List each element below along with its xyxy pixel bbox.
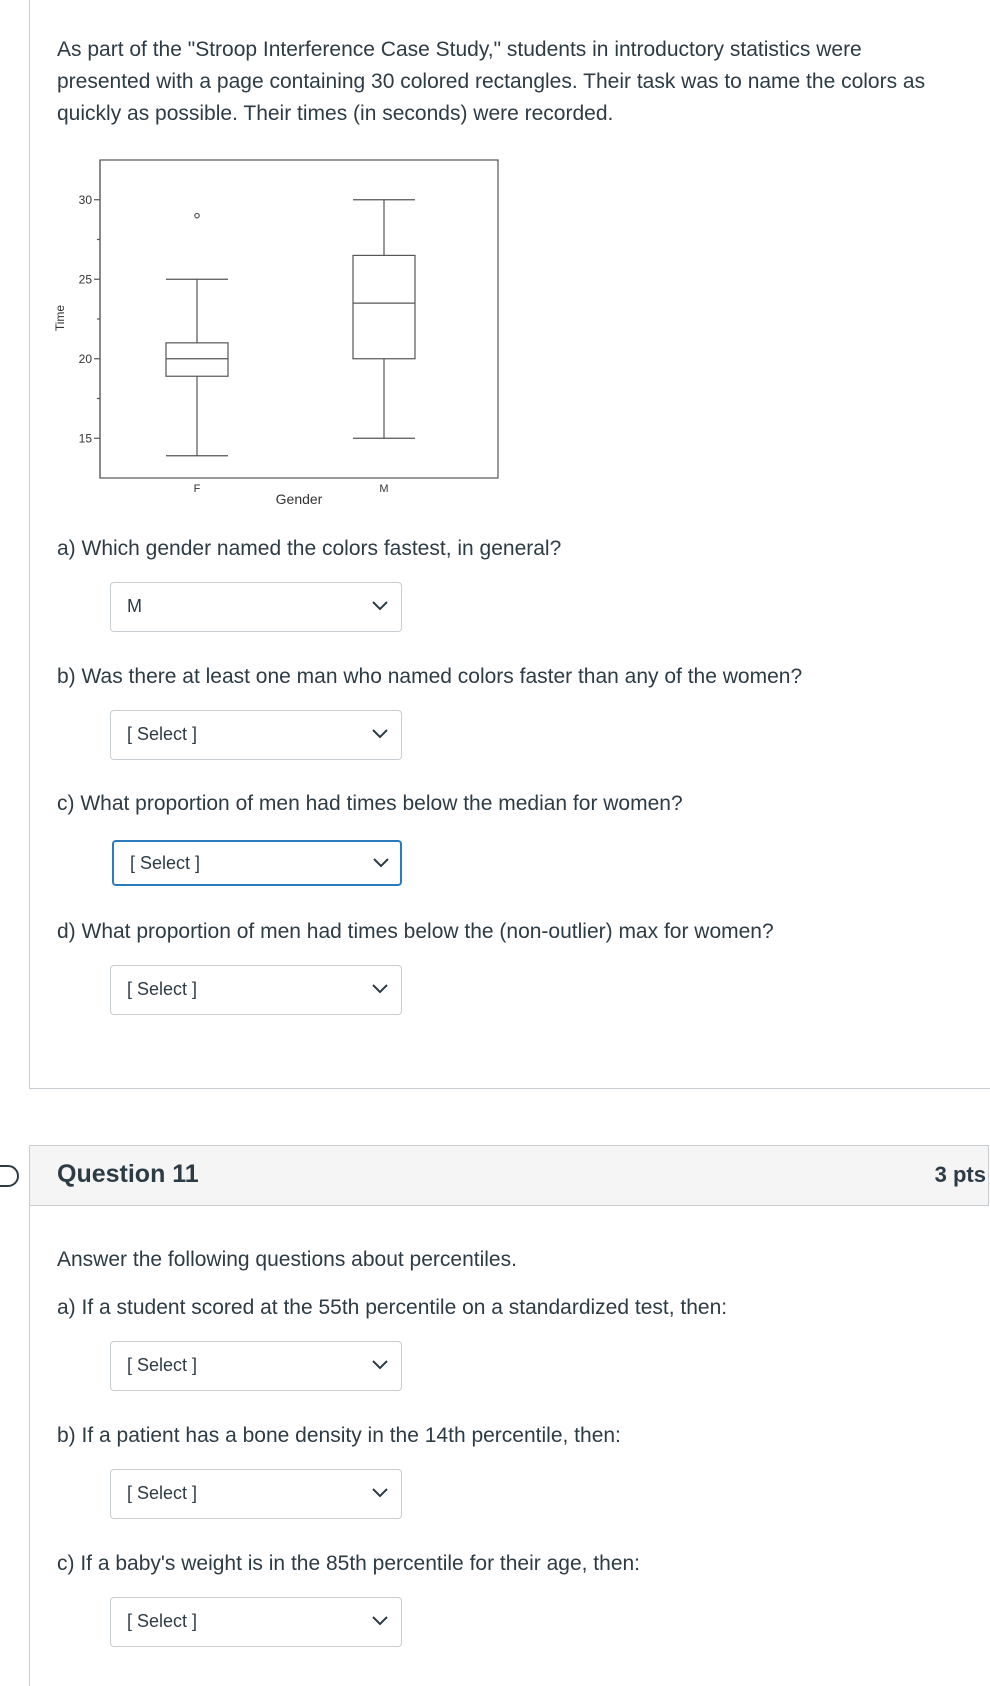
question-11-header: [29, 1145, 989, 1206]
flag-question-icon[interactable]: [0, 1164, 18, 1188]
q11b-select[interactable]: [110, 1469, 402, 1519]
q10c-select-value: [ Select ]: [130, 853, 201, 873]
q11-intro: Answer the following questions about percentiles.: [57, 1248, 517, 1271]
q10b-select[interactable]: [110, 710, 402, 760]
q10d-select[interactable]: [110, 965, 402, 1015]
q11a-select-value: [ Select ]: [127, 1355, 198, 1375]
q11c-select[interactable]: [110, 1597, 402, 1647]
y-tick-label-15: 15: [78, 431, 92, 446]
plot-frame: [100, 160, 498, 478]
q10a-prompt: a) Which gender named the colors fastest, in general?: [57, 537, 562, 560]
q11a-select[interactable]: [110, 1341, 402, 1391]
box-iqr-f: [166, 343, 228, 376]
box-iqr-m: [353, 255, 415, 358]
q10c-select[interactable]: [112, 840, 402, 886]
q10b-select-value: [ Select ]: [127, 724, 198, 744]
chevron-down-icon: [371, 599, 389, 613]
chevron-down-icon: [372, 856, 390, 870]
x-tick-label-f: F: [193, 483, 201, 495]
q10a-select-value: M: [127, 596, 142, 616]
q11b-select-value: [ Select ]: [127, 1483, 198, 1503]
question-title: Question 11: [57, 1160, 199, 1188]
chevron-down-icon: [371, 727, 389, 741]
y-axis-label: Time: [53, 304, 67, 332]
q10d-select-value: [ Select ]: [127, 979, 198, 999]
x-axis-label: Gender: [275, 491, 323, 507]
q10b-prompt: b) Was there at least one man who named colors faster than any of the women?: [57, 665, 803, 688]
q11b-prompt: b) If a patient has a bone density in the 14th percentile, then:: [57, 1424, 621, 1447]
q11c-prompt: c) If a baby's weight is in the 85th percentile for their age, then:: [57, 1552, 641, 1575]
boxplot-chart: [50, 150, 510, 505]
q10a-select[interactable]: [110, 582, 402, 632]
chevron-down-icon: [371, 1614, 389, 1628]
chevron-down-icon: [371, 1486, 389, 1500]
outlier-point-f: [195, 213, 199, 217]
q11a-prompt: a) If a student scored at the 55th percentile on a standardized test, then:: [57, 1296, 728, 1319]
q10c-prompt: c) What proportion of men had times below the median for women?: [57, 792, 683, 815]
q11c-select-value: [ Select ]: [127, 1611, 198, 1631]
question-points: 3 pts: [934, 1162, 986, 1187]
q10d-prompt: d) What proportion of men had times below the (non-outlier) max for women?: [57, 920, 774, 943]
chevron-down-icon: [371, 982, 389, 996]
y-tick-label-25: 25: [78, 272, 92, 287]
y-tick-label-20: 20: [78, 351, 92, 366]
chevron-down-icon: [371, 1358, 389, 1372]
y-tick-label-30: 30: [78, 192, 92, 207]
question-10-intro: As part of the "Stroop Interference Case Study," students in introductory statistics were presented with a page containing 30 colored rectangles. Their task was to name the colors as quickly as possible. Their times (in seconds) were recorded.: [57, 38, 926, 125]
x-tick-label-m: M: [379, 483, 389, 495]
